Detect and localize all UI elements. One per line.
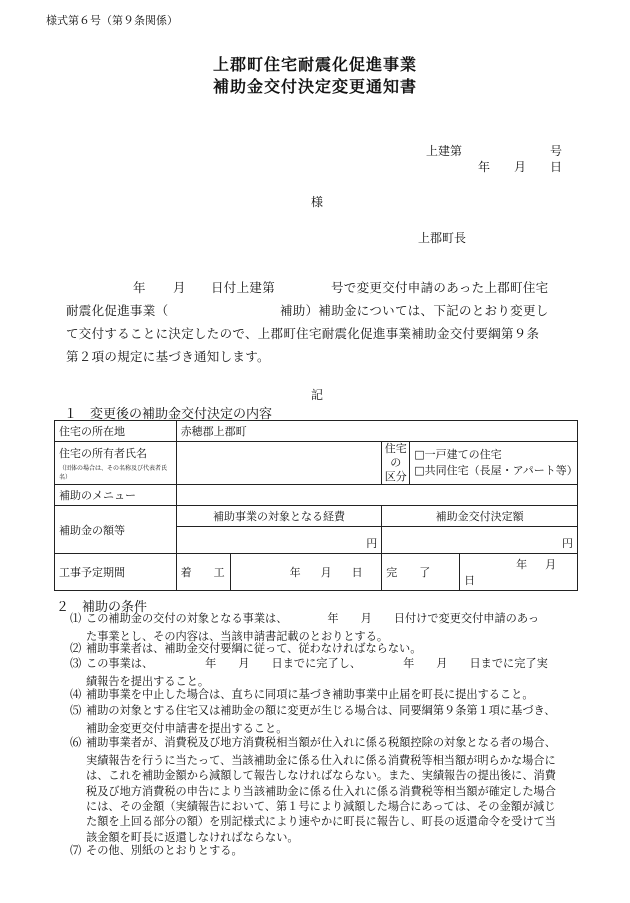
condition-1-cont: た事業とし、その内容は、当該申請書記載のとおりとする。 bbox=[86, 630, 389, 643]
condition-6-line7: 該金額を町長に返還しなければならない。 bbox=[86, 831, 299, 844]
body-line4: 第２項の規定に基づき通知します。 bbox=[66, 349, 270, 364]
body-line3: て交付することに決定したので、上郡町住宅耐震化促進事業補助金交付要綱第９条 bbox=[66, 326, 540, 341]
body-line2-tail: 補助）補助金については、下記のとおり変更し bbox=[280, 303, 549, 318]
doc-number-prefix: 上建第 bbox=[426, 144, 463, 158]
body-line1-mid: 日付上建第 bbox=[211, 280, 276, 295]
condition-6-line2: 実績報告を行うに当たって、当該補助金に係る仕入れに係る消費税等相当額が明らかな場合に bbox=[86, 754, 556, 767]
menu-label: 補助のメニュー bbox=[55, 485, 177, 506]
section1-title: １ 変更後の補助金交付決定の内容 bbox=[64, 407, 273, 422]
option-detached: □一戸建ての住宅 bbox=[414, 448, 502, 461]
condition-2: ⑵ 補助事業者は、補助金交付要綱に従って、従わなければならない。 bbox=[70, 642, 422, 655]
location-value: 赤穂郡上郡町 bbox=[176, 421, 577, 442]
condition-5-cont: 補助金変更交付申請書を提出すること。 bbox=[86, 722, 288, 735]
owner-label: 住宅の所有者氏名 bbox=[59, 447, 147, 460]
cost-yen: 円 bbox=[176, 527, 382, 554]
cost-header: 補助事業の対象となる経費 bbox=[176, 506, 382, 527]
condition-3-cont: 績報告を提出すること。 bbox=[86, 675, 210, 688]
condition-6: ⑹ 補助事業者が、消費税及び地方消費税相当額が仕入れに係る税額控除の対象となる者の場合、 bbox=[70, 736, 556, 749]
decision-header: 補助金交付決定額 bbox=[382, 506, 578, 527]
date-month: 月 bbox=[514, 160, 527, 174]
option-shared: □共同住宅（長屋・アパート等） bbox=[414, 464, 578, 477]
schedule-label: 工事予定期間 bbox=[55, 554, 177, 591]
section2-title: ２ 補助の条件 bbox=[56, 600, 148, 615]
owner-label-cell bbox=[55, 442, 177, 485]
start-date: 年 月 日 bbox=[230, 554, 382, 591]
document-title-line2: 補助金交付決定変更通知書 bbox=[212, 77, 417, 96]
condition-6-line5: には、その金額（実績報告において、第１号により減額した場合にあっては、その金額が減じ bbox=[86, 800, 556, 813]
condition-6-line6: た額を上回る部分の額）を別記様式により速やかに町長に報告し、町長の返還命令を受けて当 bbox=[86, 815, 556, 828]
form-number: 様式第６号（第９条関係） bbox=[46, 14, 178, 27]
location-label: 住宅の所在地 bbox=[55, 421, 177, 442]
decision-yen: 円 bbox=[382, 527, 578, 554]
housing-class-options bbox=[410, 442, 578, 485]
ki-heading: 記 bbox=[311, 388, 324, 402]
menu-value bbox=[176, 485, 577, 506]
end-date: 年 月日 bbox=[460, 554, 578, 591]
body-month: 月 bbox=[173, 280, 186, 295]
date-year: 年 bbox=[478, 160, 491, 174]
start-label: 着 工 bbox=[176, 554, 230, 591]
issuer-name: 上郡町長 bbox=[418, 231, 467, 245]
body-line1-tail: 号で変更交付申請のあった上郡町住宅 bbox=[331, 280, 549, 295]
condition-3: ⑶ この事業は、 年 月 日までに完了し、 年 月 日までに完了実 bbox=[70, 657, 548, 670]
decision-table bbox=[54, 420, 578, 591]
document-title-line1: 上郡町住宅耐震化促進事業 bbox=[212, 55, 417, 74]
end-label: 完 了 bbox=[382, 554, 460, 591]
amount-label: 補助金の額等 bbox=[55, 506, 177, 554]
body-year: 年 bbox=[133, 280, 146, 295]
condition-7: ⑺ その他、別紙のとおりとする。 bbox=[70, 844, 243, 857]
doc-number-suffix: 号 bbox=[550, 144, 563, 158]
condition-1: ⑴ この補助金の交付の対象となる事業は、 年 月 日付けで変更交付申請のあっ bbox=[70, 612, 540, 625]
housing-class-label: 住宅 の 区分 bbox=[382, 442, 410, 485]
body-line2-head: 耐震化促進事業（ bbox=[66, 303, 169, 318]
recipient-suffix: 様 bbox=[311, 195, 324, 209]
condition-6-line3: は、これを補助金額から減額して報告しなければならない。また、実績報告の提出後に、消費 bbox=[86, 769, 556, 782]
date-day: 日 bbox=[550, 160, 563, 174]
owner-value bbox=[176, 442, 382, 485]
condition-6-line4: 税及び地方消費税の申告により当該補助金に係る仕入れに係る消費税等相当額が確定した場合 bbox=[86, 785, 556, 798]
condition-4: ⑷ 補助事業を中止した場合は、直ちに同項に基づき補助事業中止届を町長に提出すること。 bbox=[70, 688, 534, 701]
condition-5: ⑸ 補助の対象とする住宅又は補助金の額に変更が生じる場合は、同要綱第９条第１項に基づき、 bbox=[70, 704, 556, 717]
owner-note: （団体の場合は、その名称及び代表者氏名） bbox=[59, 465, 168, 481]
